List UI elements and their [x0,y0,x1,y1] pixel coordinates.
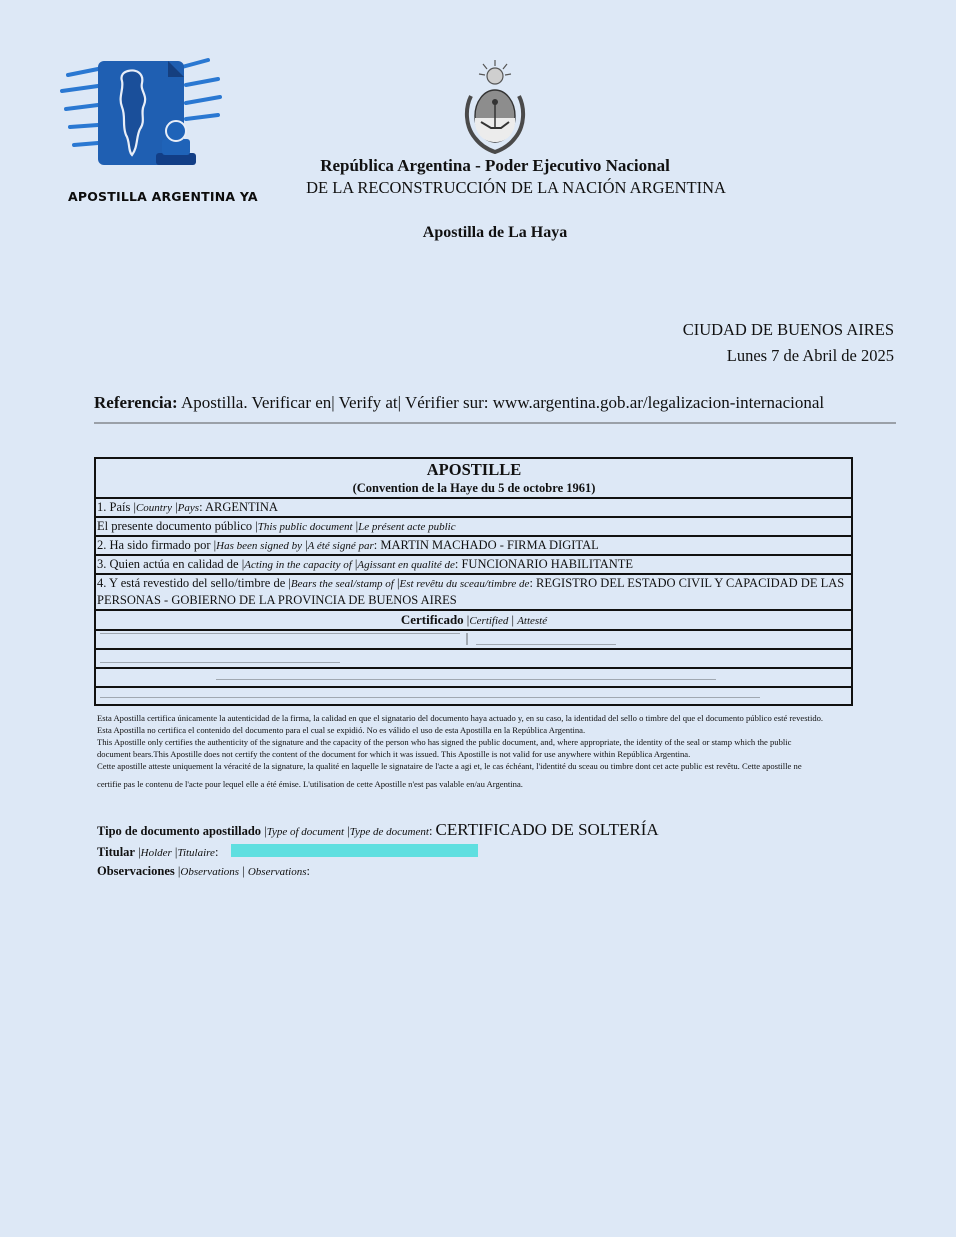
row-country: 1. País |Country |Pays: ARGENTINA [96,499,851,518]
capacity-value: FUNCIONARIO HABILITANTE [461,557,634,571]
row-blank-3 [96,669,851,688]
city: CIUDAD DE BUENOS AIRES [682,320,894,339]
row-blank-4 [96,688,851,704]
government-title: República Argentina - Poder Ejecutivo Nacional [320,156,670,175]
holder-redaction [231,844,478,857]
holder: Titular |Holder |Titulaire: [97,845,219,859]
document-title: Apostilla de La Haya [422,224,568,241]
apostille-header [96,459,851,499]
row-blank-2 [96,650,851,669]
argentina-coat-of-arms-icon [461,58,529,154]
country-value: ARGENTINA [204,500,278,514]
apostille-disclaimer: Esta Apostilla certifica únicamente la autenticidad de la firma, la calidad en que el signatario del documento haya actuado y, en su caso, la identidad del sello o timbre del que el documento público esté revestido. Esta Apostilla no certifica el contenido del documento para el cual se expidió. No es válido el uso de esta Apostilla en la República Argentina. This Apostille only certifies the authenticity of the signature and the capacity of the person who has signed the public document, and, where appropriate, the identity of the seal or stamp which the public document bears.This Apostille does not certify the content of the document for which it was issued. This Apostille is not valid for use anywhere within República Argentina. Cette apostille atteste uniquement la véracité de la signature, la qualité en laquelle le signataire de l'acte a agi et, le cas échéant, l'identité du sceau ou timbre dont cet acte public est revêtu. Cette apostille ne certifie pas le contenu de l'acte pour lequel elle a été émise. L'utilisation de cette Apostille n'est pas valable en/au Argentina. [97,713,824,789]
government-subtitle: DE LA RECONSTRUCCIÓN DE LA NACIÓN ARGENTINA [306,178,726,197]
apostille-table [94,457,853,706]
apostille-title: APOSTILLE [426,460,522,479]
row-certified: Certificado |Certified | Attesté [96,611,851,631]
issue-date: Lunes 7 de Abril de 2025 [726,346,894,365]
signer-value: MARTIN MACHADO - FIRMA DIGITAL [380,538,599,552]
row-capacity: 3. Quien actúa en calidad de |Acting in the capacity of |Agissant en qualité de: FUNCIONARIO HABILITANTE [96,556,851,575]
row-signed-by: 2. Ha sido firmado por |Has been signed by |A été signé par: MARTIN MACHADO - FIRMA DIGITAL [96,537,851,556]
observations: Observaciones |Observations | Observations: [97,864,311,878]
reference-label: Referencia: [94,393,178,412]
row-seal: 4. Y está revestido del sello/timbre de |Bears the seal/stamp of |Est revêtu du sceau/timbre de: REGISTRO DEL ESTADO CIVIL Y CAPACIDAD DE LAS PERSONAS - GOBIERNO DE LA PROVINCIA DE BUENOS AIRES [96,575,851,611]
divider [94,422,896,424]
apostille-convention: (Convention de la Haye du 5 de octobre 1961) [352,481,596,495]
row-blank-1 [96,631,851,650]
logo-text: APOSTILLA ARGENTINA YA [68,189,258,204]
row-public-document: El presente documento público |This public document |Le présent acte public [96,518,851,537]
reference-text: Apostilla. Verificar en| Verify at| Vérifier sur: www.argentina.gob.ar/legalizacion-internacional [177,393,825,412]
document-type-value: CERTIFICADO DE SOLTERÍA [435,820,659,839]
reference-line [94,393,824,413]
document-type: Tipo de documento apostillado |Type of document |Type de document: CERTIFICADO DE SOLTERÍA [97,820,659,839]
seal-value: REGISTRO DEL ESTADO CIVIL Y CAPACIDAD DE LAS PERSONAS - GOBIERNO DE LA PROVINCIA DE BUENOS AIRES [97,576,845,607]
